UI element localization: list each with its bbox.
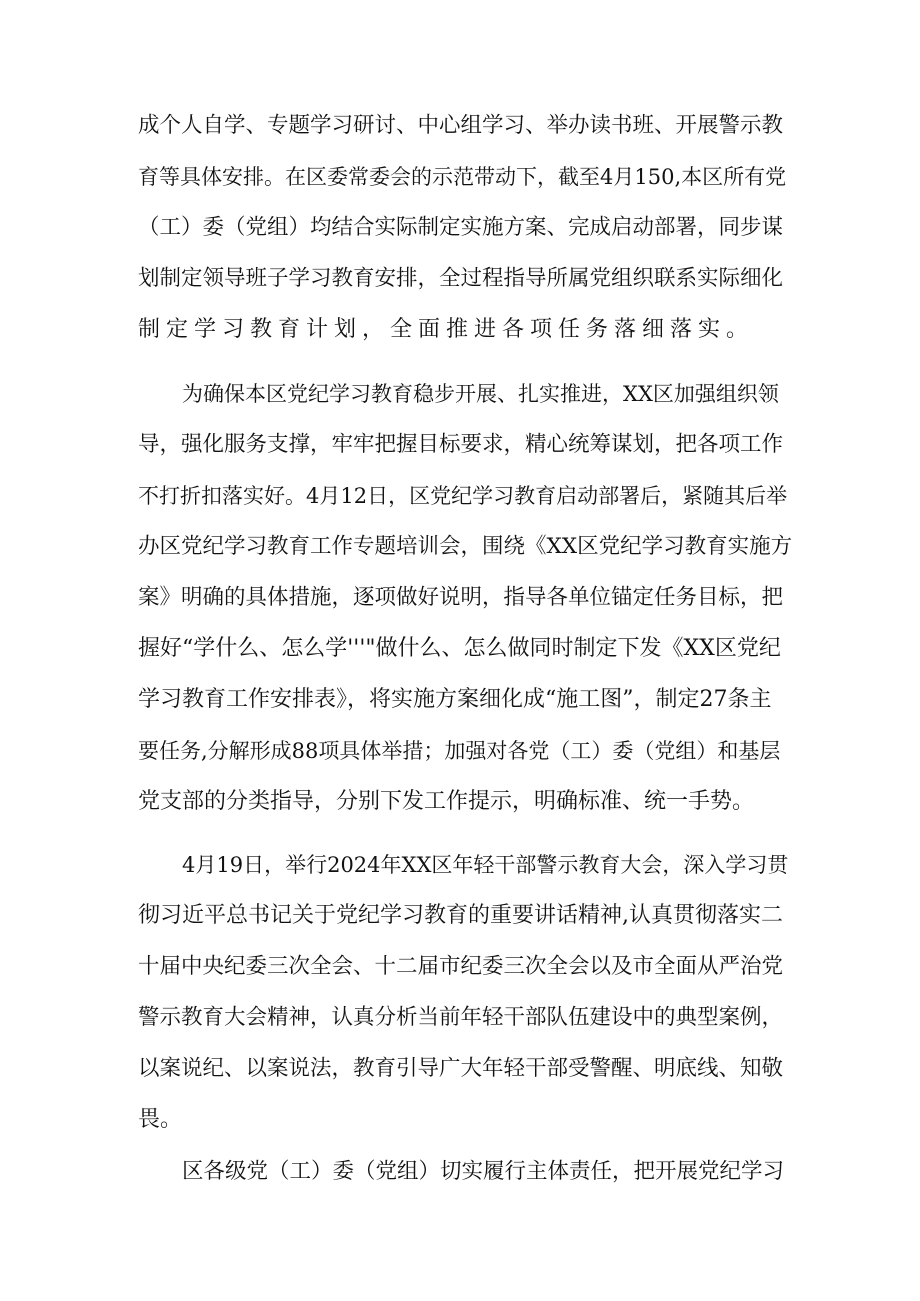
paragraph-1-line-5: 制定学习教育计划，全面推进各项任务落细落实。 <box>138 317 755 342</box>
paragraph-2-line-5: 案》明确的具体措施，逐项做好说明，指导各单位锚定任务目标，把 <box>138 585 784 610</box>
paragraph-2-line-9: 党支部的分类指导，分别下发工作提示，明确标准、统一手势。 <box>138 789 755 814</box>
paragraph-3-line-3: 十届中央纪委三次全会、十二届市纪委三次全会以及市全面从严治党 <box>138 954 784 979</box>
paragraph-3-line-5: 以案说纪、以案说法，教育引导广大年轻干部受警醒、明底线、知敬 <box>138 1056 784 1081</box>
paragraph-3-line-4: 警示教育大会精神，认真分析当前年轻干部队伍建设中的典型案例， <box>138 1005 784 1030</box>
paragraph-3-line-6: 畏。 <box>138 1107 183 1132</box>
paragraph-2-line-7: 学习教育工作安排表》，将实施方案细化成“施工图”，制定27条主 <box>138 687 772 712</box>
paragraph-2-line-3: 不打折扣落实好。4月12日，区党纪学习教育启动部署后，紧随其后举 <box>138 484 788 508</box>
paragraph-2-line-8: 要任务,分解形成88项具体举措；加强对各党（工）委（党组）和基层 <box>138 739 781 763</box>
paragraph-3-line-1: 4月19日，举行2024年XX区年轻干部警示教育大会，深入学习贯 <box>182 853 789 877</box>
paragraph-1-line-2: 育等具体安排。在区委常委会的示范带动下，截至4月150,本区所有党 <box>138 165 787 189</box>
paragraph-3-line-2: 彻习近平总书记关于党纪学习教育的重要讲话精神,认真贯彻落实二 <box>138 903 783 928</box>
paragraph-2-line-2: 导，强化服务支撑，牢牢把握目标要求，精心统筹谋划，把各项工作 <box>138 432 784 457</box>
paragraph-1-line-3: （工）委（党组）均结合实际制定实施方案、完成启动部署，同步谋 <box>138 215 784 240</box>
paragraph-2-line-6: 握好“学什么、怎么学'''"做什么、怎么做同时制定下发《XX区党纪 <box>138 636 781 661</box>
paragraph-1-line-4: 划制定领导班子学习教育安排，全过程指导所属党组织联系实际细化 <box>138 266 784 291</box>
paragraph-2-line-1: 为确保本区党纪学习教育稳步开展、扎实推进，XX区加强组织领 <box>182 382 779 406</box>
paragraph-4-line-1: 区各级党（工）委（党组）切实履行主体责任，把开展党纪学习 <box>182 1159 785 1184</box>
paragraph-2-line-4: 办区党纪学习教育工作专题培训会，围绕《XX区党纪学习教育实施方 <box>138 534 793 559</box>
paragraph-1-line-1: 成个人自学、专题学习研讨、中心组学习、举办读书班、开展警示教 <box>138 113 784 138</box>
